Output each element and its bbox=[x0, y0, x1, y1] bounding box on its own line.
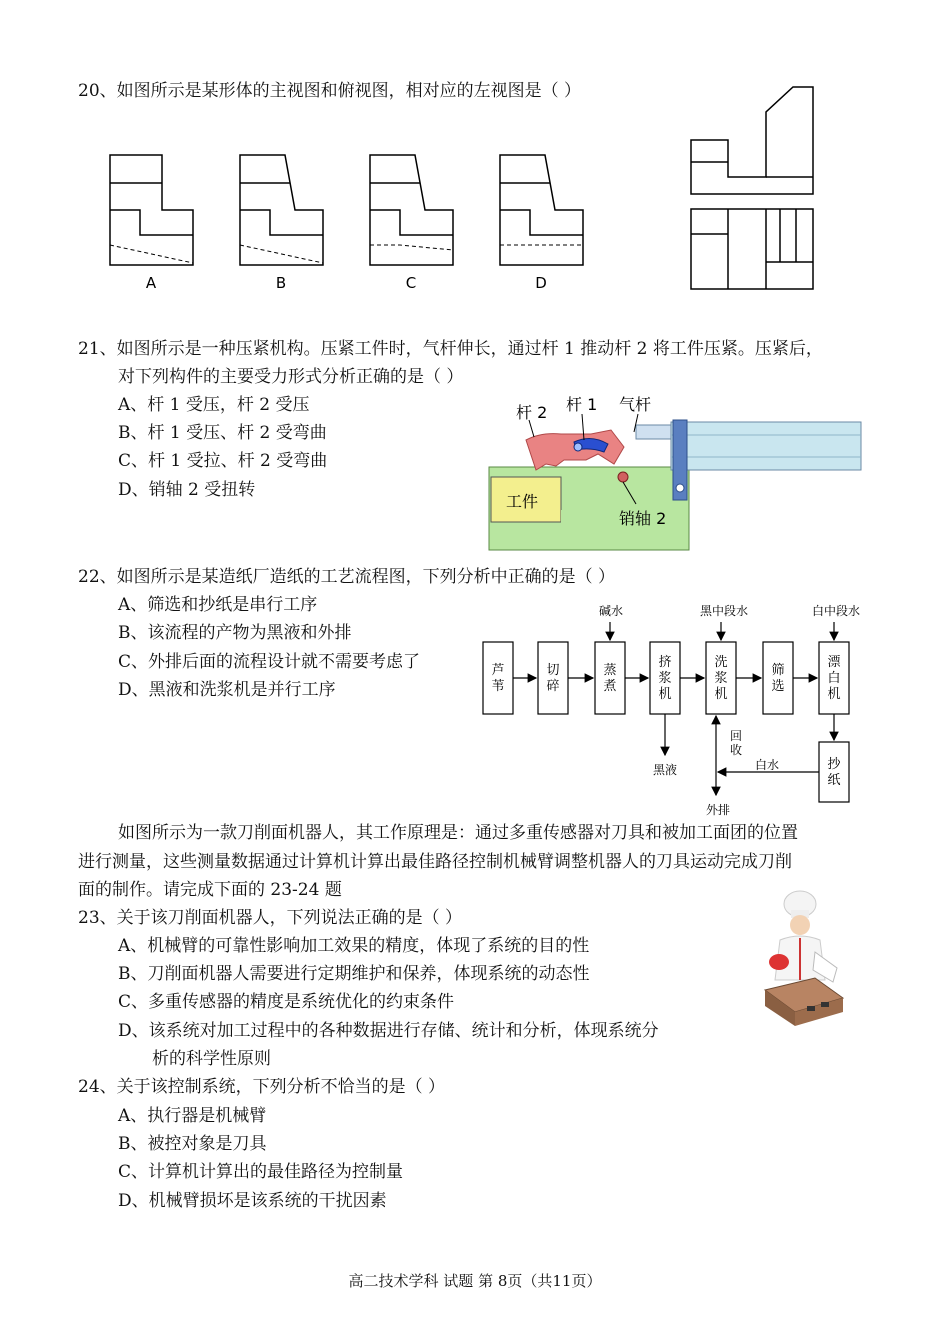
noodle-robot-image bbox=[755, 890, 850, 1030]
q20-stem: 20、如图所示是某形体的主视图和俯视图，相对应的左视图是（ ） bbox=[78, 81, 582, 101]
q24-stem: 24、关于该控制系统，下列分析不恰当的是（ ） bbox=[78, 1077, 446, 1097]
flow-box-cut bbox=[538, 642, 568, 714]
q21-option-d: D、销轴 2 受扭转 bbox=[118, 480, 256, 500]
flow-box-label: 蒸煮 bbox=[603, 663, 617, 694]
q23-stem: 23、关于该刀削面机器人，下列说法正确的是（ ） bbox=[78, 908, 463, 928]
q24-option-d: D、机械臂损坏是该系统的干扰因素 bbox=[118, 1191, 387, 1211]
flow-box-paper bbox=[819, 742, 849, 802]
flow-box-reed bbox=[483, 642, 513, 714]
q20-label-b: B bbox=[275, 274, 287, 292]
q20-main-and-top-views bbox=[688, 82, 820, 294]
intro-line3: 面的制作。请完成下面的 23-24 题 bbox=[78, 880, 342, 900]
q20-option-a-view bbox=[110, 155, 193, 265]
q20-option-c-view bbox=[370, 155, 453, 265]
q20-label-a: A bbox=[145, 274, 157, 292]
q23-option-a: A、机械臂的可靠性影响加工效果的精度，体现了系统的目的性 bbox=[118, 936, 590, 956]
q23-option-b: B、刀削面机器人需要进行定期维护和保养，体现系统的动态性 bbox=[118, 964, 590, 984]
flow-box-label: 芦苇 bbox=[491, 663, 505, 694]
q20-option-b-view bbox=[240, 155, 323, 265]
q21-clamp-figure bbox=[486, 392, 862, 554]
flow-label-recycle: 回收 bbox=[729, 729, 743, 757]
flow-box-screen bbox=[763, 642, 793, 714]
label-workpiece: 工件 bbox=[506, 492, 539, 511]
flow-box-label: 洗浆机 bbox=[714, 655, 728, 702]
q24-option-c: C、计算机计算出的最佳路径为控制量 bbox=[118, 1162, 404, 1182]
label-pin2: 销轴 2 bbox=[619, 509, 667, 528]
flow-box-cook bbox=[595, 642, 625, 714]
q22-flowchart bbox=[478, 600, 868, 820]
flow-label-white-water: 白水 bbox=[755, 758, 780, 772]
q22-option-c: C、外排后面的流程设计就不需要考虑了 bbox=[118, 652, 421, 672]
q22-option-a: A、筛选和抄纸是串行工序 bbox=[118, 595, 318, 615]
q21-stem-line2: 对下列构件的主要受力形式分析正确的是（ ） bbox=[118, 367, 464, 387]
q21-option-b: B、杆 1 受压、杆 2 受弯曲 bbox=[118, 423, 327, 443]
intro-line2: 进行测量，这些测量数据通过计算机计算出最佳路径控制机械臂调整机器人的刀具运动完成刀削 bbox=[78, 852, 792, 872]
q22-stem: 22、如图所示是某造纸厂造纸的工艺流程图，下列分析中正确的是（ ） bbox=[78, 567, 616, 587]
label-air-rod: 气杆 bbox=[619, 395, 652, 414]
flow-box-label: 筛选 bbox=[771, 663, 785, 694]
label-rod2: 杆 2 bbox=[516, 403, 548, 422]
flow-output-discharge: 外排 bbox=[706, 803, 731, 817]
q20-options-figure bbox=[95, 150, 605, 295]
flow-box-label: 漂白机 bbox=[827, 655, 841, 702]
label-rod1: 杆 1 bbox=[566, 395, 598, 414]
q24-option-a: A、执行器是机械臂 bbox=[118, 1106, 267, 1126]
flow-input-white-middle-water: 白中段水 bbox=[812, 604, 861, 618]
q22-option-b: B、该流程的产物为黑液和外排 bbox=[118, 623, 352, 643]
q23-option-d-continued: 析的科学性原则 bbox=[152, 1049, 271, 1069]
flow-input-black-middle-water: 黑中段水 bbox=[700, 604, 749, 618]
flow-box-label: 挤浆机 bbox=[658, 655, 672, 702]
q23-option-d: D、该系统对加工过程中的各种数据进行存储、统计和分析，体现系统分 bbox=[118, 1021, 659, 1041]
page-footer: 高二技术学科 试题 第 8页（共11页） bbox=[348, 1272, 602, 1290]
flow-output-black-liquor: 黑液 bbox=[653, 763, 678, 777]
q21-stem-line1: 21、如图所示是一种压紧机构。压紧工件时，气杆伸长，通过杆 1 推动杆 2 将工件压紧。压紧后， bbox=[78, 339, 823, 359]
q20-label-c: C bbox=[405, 274, 417, 292]
q22-option-d: D、黑液和洗浆机是并行工序 bbox=[118, 680, 336, 700]
q21-option-c: C、杆 1 受拉、杆 2 受弯曲 bbox=[118, 451, 328, 471]
q21-option-a: A、杆 1 受压，杆 2 受压 bbox=[118, 395, 310, 415]
flow-box-label: 抄纸 bbox=[827, 757, 841, 788]
q24-option-b: B、被控对象是刀具 bbox=[118, 1134, 267, 1154]
q20-label-d: D bbox=[535, 274, 547, 292]
flow-input-alkali: 碱水 bbox=[599, 604, 624, 618]
q20-option-d-view bbox=[500, 155, 583, 265]
q23-option-c: C、多重传感器的精度是系统优化的约束条件 bbox=[118, 992, 455, 1012]
intro-line1: 如图所示为一款刀削面机器人，其工作原理是：通过多重传感器对刀具和被加工面团的位置 bbox=[118, 823, 798, 843]
flow-box-label: 切碎 bbox=[546, 663, 560, 694]
